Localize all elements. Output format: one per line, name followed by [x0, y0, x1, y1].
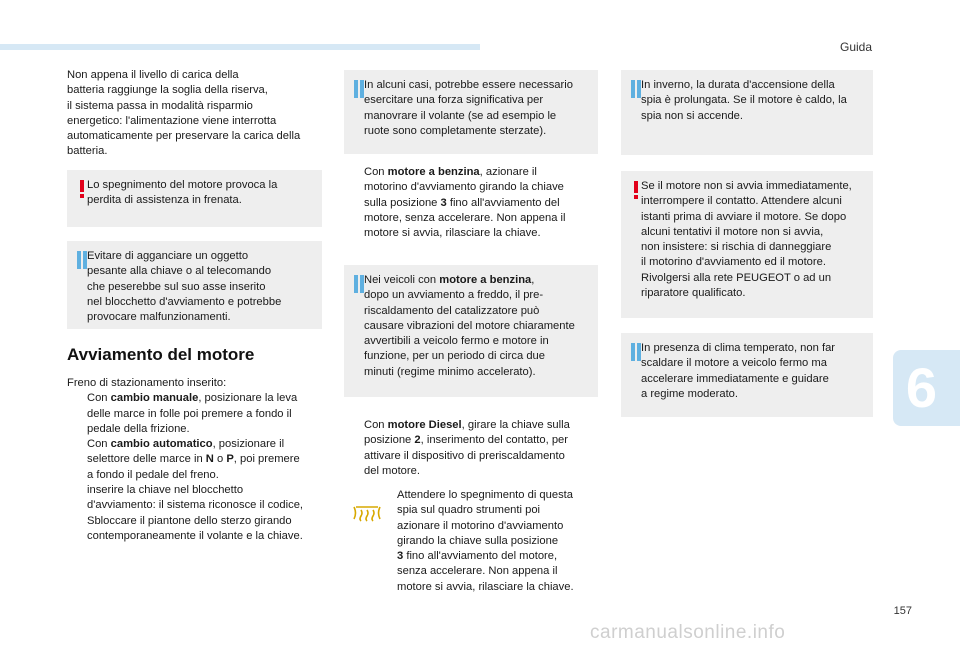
bold-text: motore a benzina — [387, 166, 480, 178]
bold-text: 2 — [414, 434, 421, 447]
list-item — [67, 514, 329, 545]
text: sulla posizione — [364, 196, 441, 209]
warning-text: perdita di assistenza in frenata. — [87, 194, 242, 207]
text: , — [531, 274, 535, 286]
text: Con — [87, 392, 111, 405]
warning-text: istanti prima di avviare il motore. Se dopo — [641, 210, 847, 223]
col1-intro — [67, 68, 329, 160]
info-text: In alcuni casi, potrebbe essere necessario — [364, 79, 573, 91]
text: azionare il motorino d'avviamento — [397, 519, 564, 532]
warning-text: Se il motore non si avvia immediatamente, — [641, 180, 852, 192]
glow-text — [397, 488, 602, 595]
bold-text: motore Diesel — [387, 419, 462, 431]
list-item — [344, 418, 598, 479]
info-text: In presenza di clima temperato, non far — [641, 342, 836, 354]
text: delle marce in folle poi premere a fondo il — [87, 407, 292, 420]
info-text: esercitare una forza significativa per — [364, 94, 544, 107]
info-text: ruote sono completamente sterzate). — [364, 124, 547, 137]
text: , posizionare il — [212, 438, 285, 451]
info-text — [364, 273, 592, 288]
text: , inserimento del contatto, per — [420, 434, 569, 447]
text: motorino d'avviamento girando la chiave — [364, 181, 564, 194]
page-number: 157 — [893, 605, 912, 617]
glow-plug-icon — [352, 503, 382, 523]
text: attivare il dispositivo di preriscaldamento — [364, 449, 565, 462]
petrol-step — [344, 165, 598, 241]
text: spia sul quadro strumenti poi — [397, 504, 541, 517]
info-text: In inverno, la durata d'accensione della — [641, 79, 835, 91]
text: Con — [364, 166, 388, 178]
diesel-step — [344, 418, 598, 479]
text: , azionare il — [479, 166, 537, 178]
info-text: nel blocchetto d'avviamento e potrebbe — [87, 295, 282, 308]
list-item — [67, 391, 329, 437]
header-bar — [0, 44, 480, 50]
brake-text: Freno di stazionamento inserito: — [67, 377, 227, 389]
warning-text: interrompere il contatto. Attendere alcuni — [641, 195, 842, 208]
section-label: Guida — [840, 40, 873, 54]
intro-line: energetico: l'alimentazione viene interrotta — [67, 114, 277, 127]
text: Attendere lo spegnimento di questa — [397, 489, 574, 501]
text: posizione — [364, 434, 415, 447]
info-text: pesante alla chiave o al telecomando — [87, 265, 272, 278]
warning-text: Lo spegnimento del motore provoca la — [87, 179, 278, 191]
text: fino all'avviamento del — [446, 196, 560, 209]
text: Con — [364, 419, 388, 431]
text: del motore. — [364, 464, 420, 477]
text: , poi premere — [233, 453, 300, 466]
warning-text: alcuni tentativi il motore non si avvia, — [641, 225, 824, 238]
bold-text: N — [205, 453, 214, 466]
info-text: funzione, per un periodo di circa due — [364, 350, 545, 363]
text: pedale della frizione. — [87, 422, 190, 435]
text: selettore delle marce in — [87, 453, 206, 466]
bold-text: cambio automatico — [110, 438, 213, 451]
bold-text: motore a benzina — [439, 274, 532, 286]
info-text: avvertibili a veicolo fermo e motore in — [364, 335, 549, 348]
text: a fondo il pedale del freno. — [87, 468, 219, 481]
step-list — [67, 391, 329, 544]
list-item — [67, 483, 329, 514]
info-text: manovrare il volante (se ad esempio le — [364, 109, 557, 122]
info-text: a regime moderato. — [641, 387, 739, 400]
text: Sbloccare il piantone dello sterzo girando — [87, 514, 292, 527]
chapter-tab — [893, 350, 960, 426]
info-text: scaldare il motore a veicolo fermo ma — [641, 357, 827, 370]
warning-box — [621, 171, 873, 318]
intro-line: batteria raggiunge la soglia della riserva, — [67, 84, 268, 97]
info-text: dopo un avviamento a freddo, il pre- — [364, 289, 544, 302]
text: Con — [87, 438, 111, 451]
info-text: causare vibrazioni del motore chiaramente — [364, 319, 575, 332]
warning-text: il motorino d'avviamento ed il motore. — [641, 256, 826, 269]
info-text: minuti (regime minimo accelerato). — [364, 365, 536, 378]
text — [397, 549, 602, 564]
list-item — [67, 437, 329, 483]
bold-text: 3 — [397, 550, 404, 563]
warning-text: non insistere: si rischia di danneggiare — [641, 241, 832, 254]
info-box — [344, 265, 598, 397]
warning-text: riparatore qualificato. — [641, 287, 746, 300]
intro-line: batteria. — [67, 145, 108, 158]
info-text: che peserebbe sul suo asse inserito — [87, 280, 266, 293]
info-text: spia non si accende. — [641, 109, 743, 122]
info-box — [621, 70, 873, 155]
watermark: carmanualsonline.info — [590, 622, 786, 643]
text: , girare la chiave sulla — [461, 419, 570, 431]
bold-text: 3 — [440, 196, 447, 209]
text: motore si avvia, rilasciare la chiave. — [397, 580, 574, 593]
bold-text: P — [226, 453, 234, 466]
info-box — [344, 70, 598, 154]
info-box — [621, 333, 873, 417]
text: inserire la chiave nel blocchetto — [87, 484, 244, 497]
text: fino all'avviamento del motore, — [403, 550, 558, 563]
text: contemporaneamente il volante e la chiave. — [87, 529, 303, 542]
info-text: riscaldamento del catalizzatore può — [364, 304, 540, 317]
info-text: Evitare di agganciare un oggetto — [87, 250, 249, 262]
intro-line: il sistema passa in modalità risparmio — [67, 99, 253, 112]
text: , posizionare la leva — [198, 392, 298, 405]
info-text: spia è prolungata. Se il motore è caldo, la — [641, 94, 847, 107]
text: motore si avvia, rilasciare la chiave. — [364, 227, 541, 240]
text: senza accelerare. Non appena il — [397, 565, 558, 578]
info-text: accelerare immediatamente e guidare — [641, 372, 829, 385]
warning-box — [67, 170, 322, 227]
start-steps — [67, 376, 329, 544]
section-heading: Avviamento del motore — [67, 345, 255, 364]
bold-text: cambio manuale — [110, 392, 199, 405]
intro-line: Non appena il livello di carica della — [67, 69, 239, 81]
text: Nei veicoli con — [364, 274, 440, 286]
list-item — [344, 165, 598, 241]
intro-line: automaticamente per preservare la carica della — [67, 130, 301, 143]
text: d'avviamento: il sistema riconosce il codice, — [87, 499, 304, 512]
warning-text: Rivolgersi alla rete PEUGEOT o ad un — [641, 271, 832, 284]
text: o — [213, 453, 227, 466]
chapter-number: 6 — [905, 356, 938, 419]
info-box — [67, 241, 322, 329]
text: motore, senza accelerare. Non appena il — [364, 211, 566, 224]
text: girando la chiave sulla posizione — [397, 534, 559, 547]
info-text: provocare malfunzionamenti. — [87, 311, 231, 324]
